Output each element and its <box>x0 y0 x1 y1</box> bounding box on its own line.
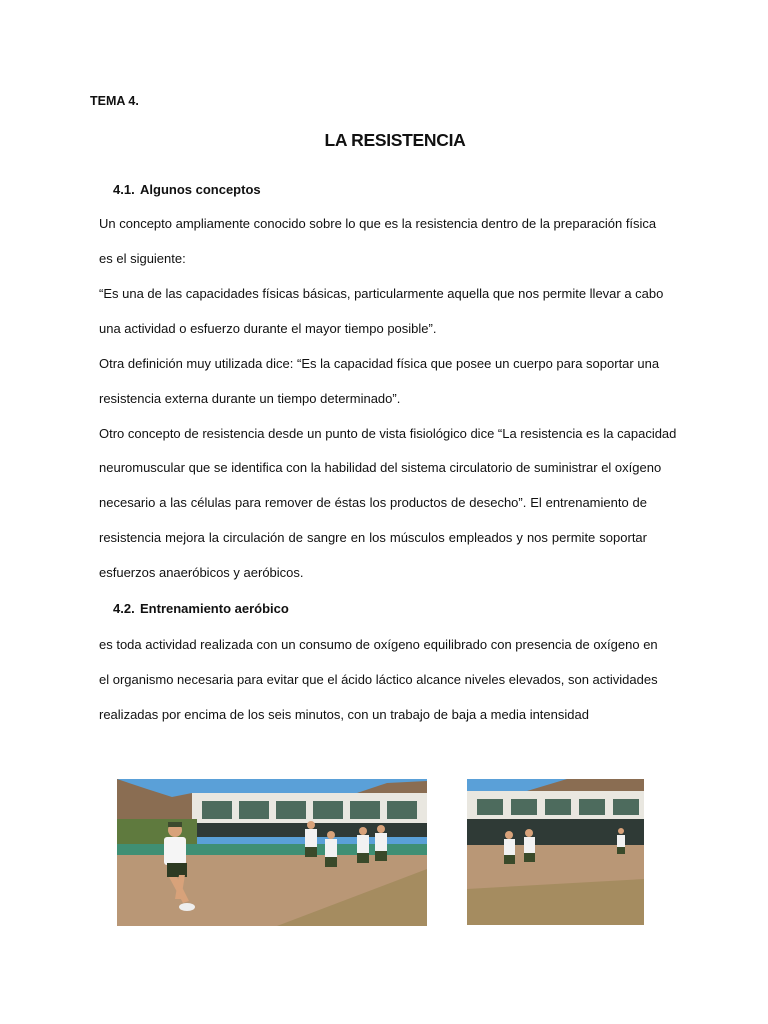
paragraph-line: Otro concepto de resistencia desde un punto de vista fisiológico dice “La resistencia es la capacidad <box>99 426 677 441</box>
paragraph-line: una actividad o esfuerzo durante el mayor tiempo posible”. <box>99 321 437 336</box>
section-title: Entrenamiento aeróbico <box>140 601 289 616</box>
paragraph-line: es el siguiente: <box>99 251 186 266</box>
topic-label: TEMA 4. <box>90 94 139 108</box>
page-title: LA RESISTENCIA <box>324 130 466 150</box>
paragraph-line: el organismo necesaria para evitar que el ácido láctico alcance niveles elevados, son actividades <box>99 672 658 687</box>
running-track-photo <box>467 779 644 925</box>
paragraph-line: es toda actividad realizada con un consumo de oxígeno equilibrado con presencia de oxígeno en <box>99 637 658 652</box>
section-title: Algunos conceptos <box>140 182 261 197</box>
paragraph-line: resistencia mejora la circulación de sangre en los músculos empleados y nos permite soportar <box>99 530 647 545</box>
section-heading-aerobic <box>113 601 289 616</box>
paragraph-line: “Es una de las capacidades físicas básicas, particularmente aquella que nos permite llevar a cabo <box>99 286 664 301</box>
paragraph-line: Otra definición muy utilizada dice: “Es la capacidad física que posee un cuerpo para soportar una <box>99 356 660 371</box>
paragraph-line: neuromuscular que se identifica con la habilidad del sistema circulatorio de suministrar el oxígeno <box>99 460 662 475</box>
running-students-photo <box>117 779 427 926</box>
section-number: 4.2. <box>113 601 135 616</box>
section-number: 4.1. <box>113 182 135 197</box>
paragraph-line: esfuerzos anaeróbicos y aeróbicos. <box>99 565 304 580</box>
paragraph-line: realizadas por encima de los seis minutos, con un trabajo de baja a media intensidad <box>99 707 589 722</box>
section-heading-concepts <box>113 182 261 197</box>
paragraph-line: resistencia externa durante un tiempo determinado”. <box>99 391 401 406</box>
paragraph-line: necesario a las células para remover de éstas los productos de desecho”. El entrenamiento de <box>99 495 647 510</box>
paragraph-line: Un concepto ampliamente conocido sobre lo que es la resistencia dentro de la preparación física <box>99 216 657 231</box>
